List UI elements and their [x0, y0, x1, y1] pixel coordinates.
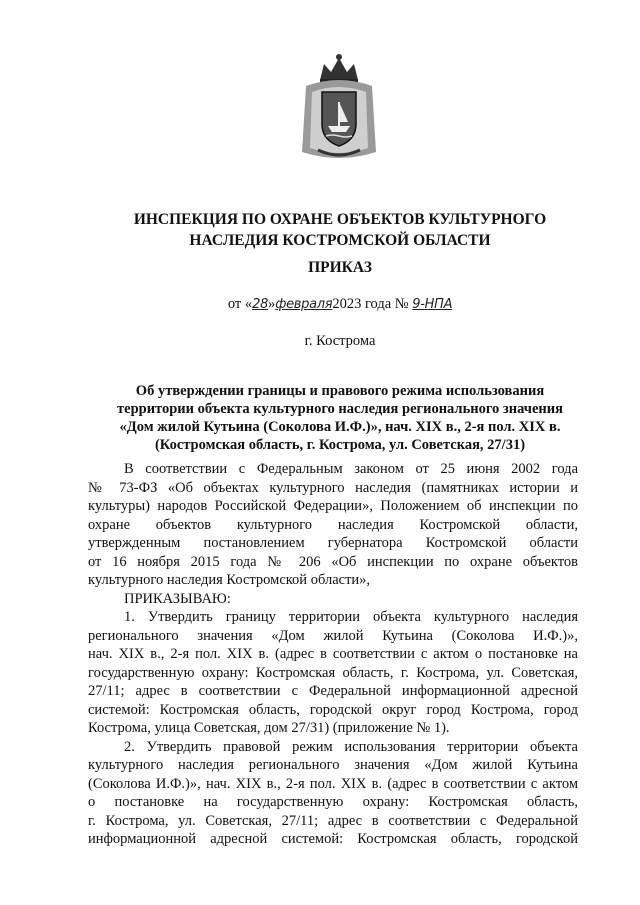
body-line: утвержденным постановлением губернатора Костромской области — [88, 535, 578, 551]
body-line: 27/11; адрес в соответствии с Федеральной информационной адресной — [88, 683, 578, 699]
body-line: 1. Утвердить границу территории объекта культурного наследия — [124, 609, 578, 625]
body-line: нач. XIX в., 2-я пол. XIX в. (адрес в соответствии с актом о постановке на — [88, 646, 578, 662]
body-line: охране объектов культурного наследия Костромской области, — [88, 516, 578, 533]
document-body — [88, 460, 578, 849]
body-line: культуры) народов Российской Федерации», Положением об инспекции по — [88, 498, 578, 514]
body-line: системой: Костромская область, городской округ город Кострома, город — [88, 701, 578, 718]
body-line: информационной адресной системой: Костромская область, городской — [88, 831, 578, 847]
body-line: (Соколова И.Ф.)», нач. XIX в., 2-я пол. XIX в. (адрес в соответствии с актом — [88, 775, 578, 792]
org-line-2: НАСЛЕДИЯ КОСТРОМСКОЙ ОБЛАСТИ — [189, 232, 491, 249]
subject-line-2: территории объекта культурного наследия регионального значения — [117, 401, 563, 417]
date-month-handwritten: февраля — [275, 297, 333, 312]
body-line: культурного наследия регионального значения «Дом жилой Кутьина — [88, 757, 578, 773]
document-type: ПРИКАЗ — [308, 259, 372, 276]
subject-line-1: Об утверждении границы и правового режима использования — [135, 383, 545, 399]
body-line: Кострома, улица Советская, дом 27/31) (приложение № 1). — [88, 720, 450, 736]
document-number-handwritten: 9-НПА — [412, 297, 453, 312]
subject-line-4: (Костромская область, г. Кострома, ул. Советская, 27/31) — [154, 437, 526, 453]
body-line: от 16 ноября 2015 года № 206 «Об инспекции по охране объектов — [88, 553, 578, 570]
document-subject — [60, 382, 620, 454]
date-day-handwritten: 28 — [252, 297, 269, 312]
org-line-1: ИНСПЕКЦИЯ ПО ОХРАНЕ ОБЪЕКТОВ КУЛЬТУРНОГО — [133, 211, 547, 228]
subject-line-3: «Дом жилой Кутьина (Соколова И.Ф.)», нач. XIX в., 2-я пол. XIX в. — [119, 419, 561, 435]
body-line: № 73-ФЗ «Об объектах культурного наследия (памятниках истории и — [88, 479, 578, 496]
city: г. Кострома — [304, 333, 376, 349]
body-line: государственную охрану: Костромская область, г. Кострома, ул. Советская, — [88, 664, 578, 681]
body-line: о постановке на государственную охрану: Костромская область, — [88, 794, 578, 810]
coat-of-arms-emblem — [298, 52, 380, 164]
body-line: 2. Утвердить правовой режим использования территории объекта — [124, 738, 578, 755]
date-year: 2023 года № — [332, 296, 409, 312]
body-line: регионального значения «Дом жилой Кутьина (Соколова И.Ф.)», — [88, 627, 578, 644]
order-keyword: ПРИКАЗЫВАЮ: — [124, 590, 231, 607]
body-line: культурного наследия Костромской области», — [88, 572, 371, 588]
body-line: г. Кострома, ул. Советская, 27/11; адрес в соответствии с Федеральной — [88, 812, 578, 829]
date-prefix: от « — [227, 296, 253, 312]
date-mid: » — [268, 296, 276, 312]
date-line — [60, 296, 620, 313]
body-line: В соответствии с Федеральным законом от 25 июня 2002 года — [124, 461, 578, 477]
organization-name — [60, 209, 620, 251]
